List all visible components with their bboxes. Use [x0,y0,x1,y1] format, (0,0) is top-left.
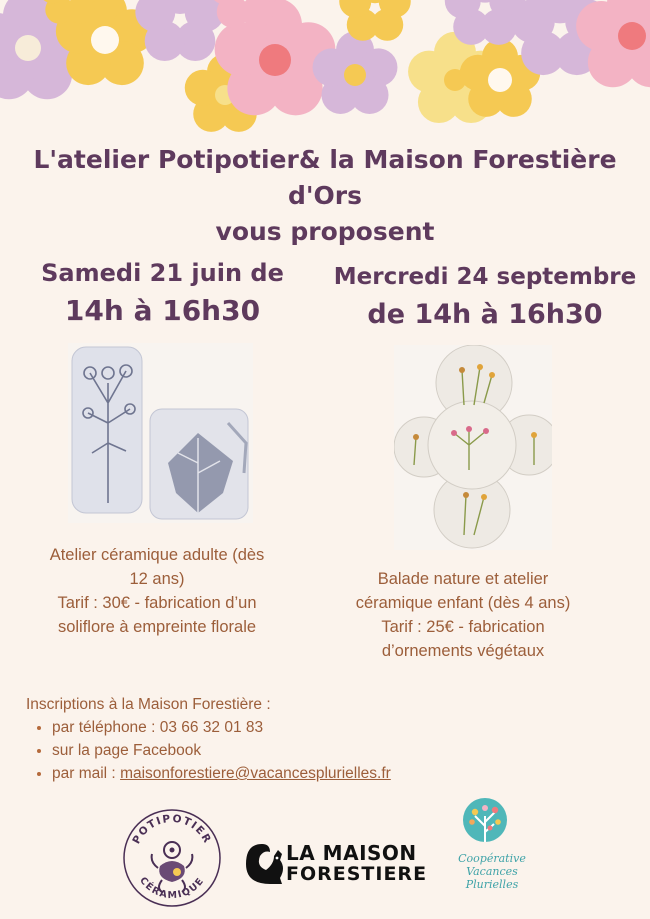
event1-date-line-2: 14h à 16h30 [64,294,261,327]
flower-banner [0,0,650,135]
event2-desc-line: céramique enfant (dès 4 ans) [355,594,571,612]
contact-mail-label: par mail : [52,765,121,782]
squirrel-icon [240,838,288,888]
event2-date-line-1: Mercredi 24 septembre [333,264,637,290]
contact-mail [52,762,626,785]
event1-price: Tarif : 30€ - fabrication d’un [57,594,257,612]
contact-list [26,716,626,785]
tree-icon [460,798,510,846]
potipotier-logo-top-text: POTIPOTIER [130,812,214,847]
page-title [0,142,650,250]
event1-description [22,543,292,639]
event2-date-line-2: de 14h à 16h30 [367,299,603,330]
event2-desc-line: Balade nature et atelier [377,570,549,588]
event1-desc-line: Atelier céramique adulte (dès [49,546,265,564]
potipotier-logo-bottom-text: CÉRAMIQUE [137,875,207,902]
event2-price: Tarif : 25€ - fabrication [381,618,545,636]
event2-description [328,567,598,663]
event1-desc-line: soliflore à empreinte florale [57,618,257,636]
event1-desc-line: 12 ans) [129,570,185,588]
contact-facebook: • sur la page Facebook [52,739,626,762]
event2-date [330,258,640,334]
event2-desc-line: d’ornements végétaux [381,642,545,660]
inscriptions-section [26,693,626,785]
email-link[interactable]: maisonforestiere@vacancesplurielles.fr [120,765,391,782]
logo-maison-line-2: FORESTIERE [286,863,428,885]
ceramic-plates-photo [394,345,552,550]
event1-date-line-1: Samedi 21 juin de [41,259,284,287]
title-line-2: vous proposent [215,217,435,246]
coop-line-3: Plurielles [465,878,519,891]
title-line-1: L'atelier Potipotier& la Maison Forestière d'Ors [33,145,617,210]
inscriptions-heading: Inscriptions à la Maison Forestière : [26,696,271,713]
la-maison-forestiere-logo [286,842,446,884]
coop-line-2: Vacances [466,865,518,878]
ceramic-vases-photo [68,343,253,523]
event1-date [30,254,295,330]
coop-line-1: Coopérative [458,852,526,865]
contact-phone: • par téléphone : 03 66 32 01 83 [52,716,626,739]
cooperative-vacances-plurielles-logo [452,852,532,891]
logo-maison-line-1: LA MAISON [286,841,417,865]
potipotier-logo [122,808,222,908]
